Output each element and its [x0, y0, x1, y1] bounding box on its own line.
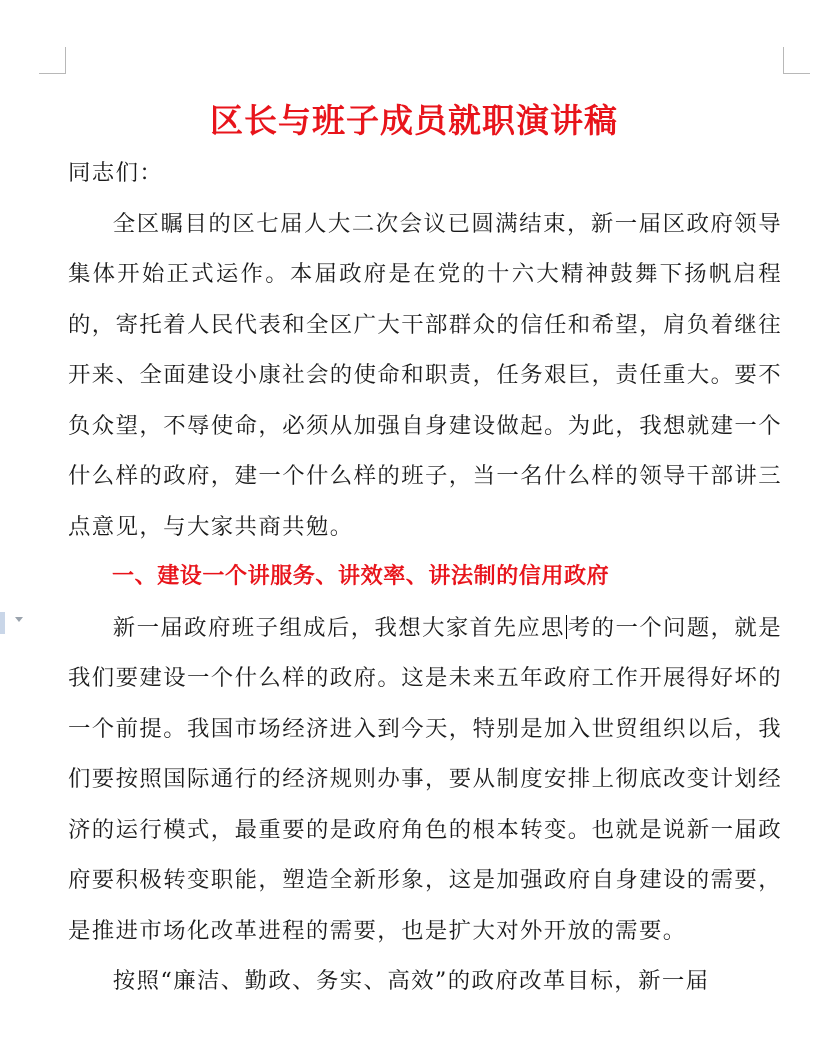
paragraph-2-part-a: 新一届政府班子组成后，我想大家首先应思	[112, 614, 565, 641]
paragraph-3: 按照“廉洁、勤政、务实、高效”的政府改革目标，新一届	[112, 968, 710, 994]
paragraph-1: 全区瞩目的区七届人大二次会议已圆满结束，新一届区政府领导集体开始正式运作。本届政府是在党的十六大精神鼓舞下扬帆启程的，寄托着人民代表和全区广大干部群众的信任和希望，肩负着继往开来、全面建设小康社会的使命和职责，任务艰巨，责任重大。要不负众望，不辱使命，必须从加强自身建设做起。为此，我想就建一个什么样的政府，建一个什么样的班子，当一名什么样的领导干部讲三点意见，与大家共商共勉。	[68, 210, 782, 540]
paragraph-2-part-b: 考的一个问题，就是我们要建设一个什么样的政府。这是未来五年政府工作开展得好坏的一个前提。我国市场经济进入到今天，特别是加入世贸组织以后，我们要按照国际通行的经济规则办事，要从制度安排上彻底改变计划经济的运行模式，最重要的是政府角色的根本转变。也就是说新一届政府要积极转变职能，塑造全新形象，这是加强政府自身建设的需要，是推进市场化改革进程的需要，也是扩大对外开放的需要。	[68, 614, 782, 944]
salutation: 同志们：	[68, 160, 164, 186]
document-body[interactable]	[68, 148, 782, 1007]
crop-mark-top-left	[39, 47, 66, 74]
left-margin-marker[interactable]	[0, 612, 5, 634]
document-title: 区长与班子成员就职演讲稿	[210, 101, 618, 141]
chevron-down-icon[interactable]	[15, 617, 23, 622]
paragraph-2	[68, 603, 782, 957]
text-cursor	[566, 615, 567, 639]
section-heading-1: 一、建设一个讲服务、讲效率、讲法制的信用政府	[112, 564, 610, 589]
crop-mark-top-right	[783, 47, 810, 74]
